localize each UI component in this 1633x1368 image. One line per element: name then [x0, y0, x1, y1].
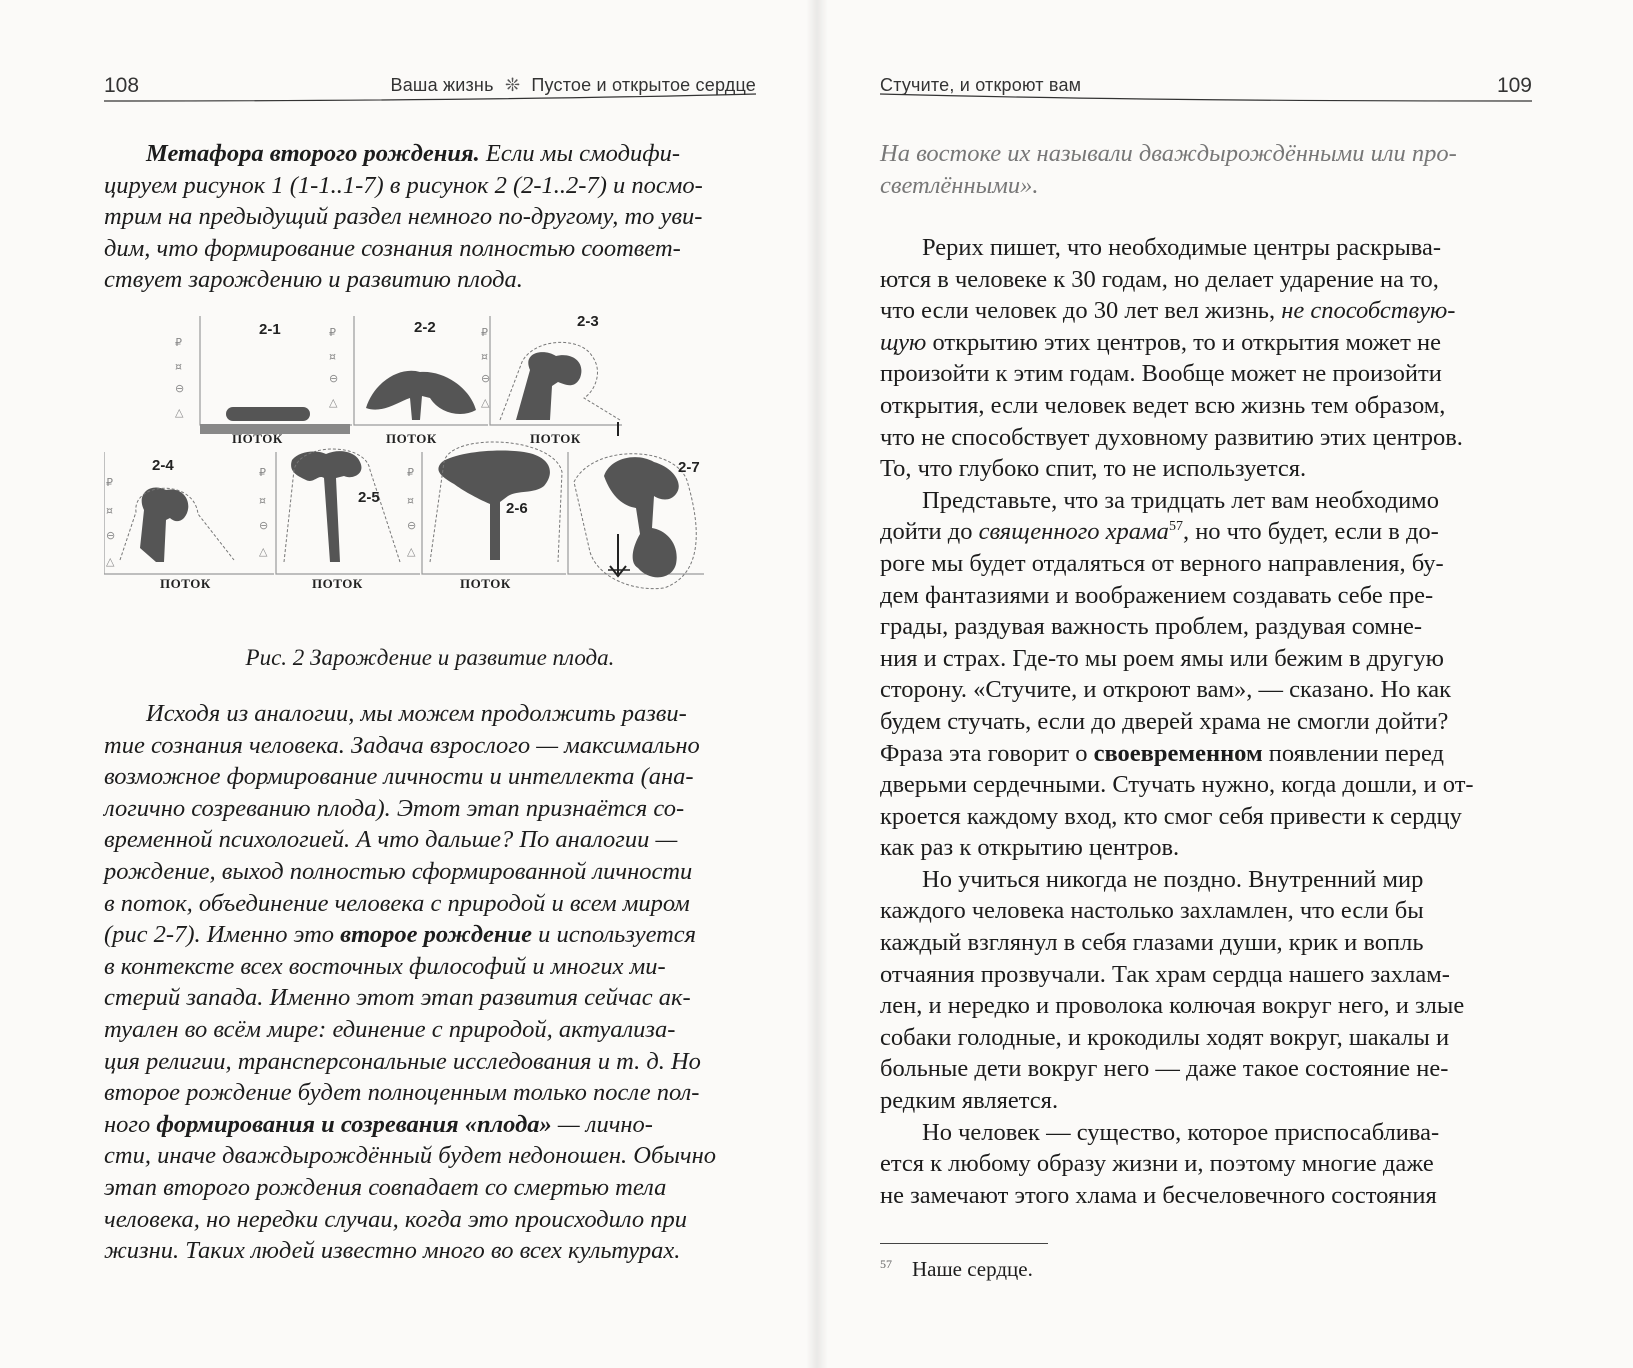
- text-line: что не способствует духовному развитию этих центров.: [880, 423, 1463, 451]
- svg-text:₽: ₽: [329, 326, 336, 339]
- text-line: человека, но нередки случаи, когда это происходило при: [104, 1205, 688, 1233]
- svg-text:¤: ¤: [175, 360, 182, 373]
- text-line: цируем рисунок 1 (1-1..1-7) в рисунок 2 (2-1..2-7) и посмо-: [104, 171, 703, 199]
- right-running-header: [880, 70, 1532, 104]
- figure-label-2-5: 2-5: [358, 489, 380, 506]
- text-line: ствует зарождению и развитию плода.: [104, 266, 523, 294]
- text-line: На востоке их называли дваждырождёнными или про-: [880, 140, 1457, 167]
- para1-bold-lead: Метафора второго рождения.: [146, 140, 480, 167]
- svg-text:¤: ¤: [481, 350, 488, 363]
- figure-label-2-1: 2-1: [259, 321, 281, 338]
- text-line: светлёнными».: [880, 171, 1039, 199]
- potok-label-row2-b: ПОТОК: [312, 576, 363, 591]
- svg-text:₽: ₽: [481, 326, 488, 339]
- svg-text:¤: ¤: [106, 504, 113, 517]
- text-line: ются в человеке к 30 годам, но делает ударение на то,: [880, 265, 1439, 293]
- potok-label-row1-c: ПОТОК: [530, 431, 581, 446]
- text-line: (рис 2-7). Именно это: [104, 921, 341, 949]
- left-running-header: [104, 70, 756, 104]
- svg-text:⊖: ⊖: [259, 519, 269, 532]
- left-para-1: [104, 138, 756, 296]
- text-line: грады, раздувая важность проблем, раздувая сомне-: [880, 613, 1423, 641]
- left-page: [0, 0, 816, 1368]
- text-line: редким является.: [880, 1087, 1059, 1115]
- svg-text:△: △: [407, 545, 416, 558]
- figure-label-2-3: 2-3: [577, 313, 599, 330]
- text-line: каждого человека настолько захламлен, что если бы: [880, 897, 1424, 925]
- right-page-number: 109: [1496, 74, 1532, 97]
- text-line: открытию этих центров, то и открытия может не: [926, 328, 1441, 356]
- text-line: открытия, если человек ведет всю жизнь тем образом,: [880, 391, 1446, 419]
- text-line: Рерих пишет, что необходимые центры раскрыва-: [922, 234, 1442, 261]
- emphasis-italic: щую: [880, 328, 927, 356]
- text-line: туален во всём мире: единение с природой, актуализа-: [104, 1015, 676, 1043]
- text-line: кроется каждому вход, кто смог себя привести к сердцу: [880, 802, 1462, 830]
- footnote: [880, 1257, 1033, 1282]
- svg-text:△: △: [259, 545, 268, 558]
- text-line: Исходя из аналогии, мы можем продолжить разви-: [146, 700, 687, 727]
- text-line: второе рождение будет полноценным только после пол-: [104, 1079, 700, 1107]
- emphasis-second-birth: второе рождение: [340, 921, 532, 949]
- text-line: жизни. Таких людей известно много во всех культурах.: [104, 1237, 681, 1265]
- text-line: ция религии, трансперсональные исследования и т. д. Но: [104, 1047, 701, 1075]
- text-line: что если человек до 30 лет вел жизнь,: [880, 297, 1282, 325]
- text-line: То, что глубоко спит, то не используется.: [880, 455, 1307, 483]
- text-line: ния и страх. Где-то мы роем ямы или бежим в другую: [880, 644, 1444, 672]
- text-line: произойти к этим годам. Вообще может не произойти: [880, 360, 1442, 388]
- text-line: роге мы будет отдаляться от верного направления, бу-: [880, 549, 1444, 577]
- header-part1: Ваша жизнь: [390, 75, 494, 95]
- emphasis-timely: своевременном: [1093, 739, 1263, 767]
- figure-label-2-6: 2-6: [506, 500, 528, 517]
- figure-label-2-7: 2-7: [678, 459, 700, 476]
- text-line: тие сознания человека. Задача взрослого — максимально: [104, 731, 700, 759]
- text-line: дем фантазиями и воображением создавать себе пре-: [880, 581, 1434, 609]
- text-line: Фраза эта говорит о: [880, 739, 1094, 767]
- text-line: ного: [104, 1110, 157, 1138]
- text-line: стерий запада. Именно этот этап развития сейчас ак-: [104, 984, 691, 1012]
- svg-text:⊖: ⊖: [329, 372, 339, 385]
- svg-text:⊖: ⊖: [481, 372, 491, 385]
- svg-text:⊖: ⊖: [407, 519, 417, 532]
- text-line: Но учиться никогда не поздно. Внутренний мир: [922, 865, 1424, 893]
- svg-text:⊖: ⊖: [106, 529, 116, 542]
- text-line: дверьми сердечными. Стучать нужно, когда дошли, и от-: [880, 771, 1474, 799]
- text-line: сторону. «Стучите, и откроют вам», — сказано. Но как: [880, 676, 1451, 704]
- text-line: , но что будет, если в до-: [1182, 518, 1439, 546]
- header-rule: [880, 92, 1532, 104]
- text-line: Представьте, что за тридцать лет вам необходимо: [922, 486, 1439, 514]
- svg-text:₽: ₽: [407, 466, 414, 479]
- ornament-icon: ❊: [504, 75, 521, 95]
- footnote-text: Наше сердце.: [912, 1257, 1033, 1281]
- text-line: не замечают этого хлама и бесчеловечного состояния: [880, 1181, 1437, 1209]
- text-line: Если мы смодифи-: [479, 140, 681, 167]
- emphasis-fruit-formation: формирования и созревания «плода»: [156, 1110, 552, 1138]
- left-para-2: [104, 698, 756, 1267]
- emphasis-sacred-temple: священного храма: [978, 518, 1169, 546]
- left-page-number: 108: [104, 74, 140, 97]
- text-line: сти, иначе дваждырождённый будет недоношен. Обычно: [104, 1142, 716, 1170]
- svg-text:△: △: [481, 396, 490, 409]
- text-line: дойти до: [880, 518, 979, 546]
- svg-text:△: △: [106, 555, 115, 568]
- right-header-title: Стучите, и откроют вам: [880, 75, 1082, 95]
- text-line: собаки голодные, и крокодилы ходят вокруг, шакалы и: [880, 1023, 1450, 1051]
- svg-text:¤: ¤: [329, 350, 336, 363]
- text-line: и используется: [531, 921, 697, 949]
- svg-text:₽: ₽: [106, 476, 113, 489]
- potok-label-row1-b: ПОТОК: [386, 431, 437, 446]
- text-line: как раз к открытию центров.: [880, 834, 1180, 862]
- header-rule: [104, 92, 756, 104]
- footnote-marker: 57: [880, 1257, 892, 1271]
- text-line: в поток, объединение человека с природой и всем миром: [104, 889, 690, 917]
- svg-text:¤: ¤: [407, 494, 414, 507]
- text-line: этап второго рождения совпадает со смертью тела: [104, 1173, 667, 1201]
- text-line: временной психологией. А что дальше? По аналогии —: [104, 826, 678, 854]
- text-line: дим, что формирование сознания полностью соответ-: [104, 234, 681, 262]
- text-line: будем стучать, если до дверей храма не смогли дойти?: [880, 707, 1449, 735]
- text-line: в контексте всех восточных философий и многих ми-: [104, 952, 666, 980]
- text-line: возможное формирование личности и интеллекта (ана-: [104, 763, 694, 791]
- svg-text:△: △: [175, 406, 184, 419]
- svg-text:¤: ¤: [259, 494, 266, 507]
- svg-text:⊖: ⊖: [175, 382, 185, 395]
- text-line: — лично-: [551, 1110, 653, 1138]
- text-line: Но человек — существо, которое приспосаблива-: [922, 1118, 1440, 1146]
- footnote-rule: [880, 1243, 1048, 1244]
- svg-text:₽: ₽: [259, 466, 266, 479]
- text-line: лен, и нередко и проволока колючая вокруг него, и злые: [880, 992, 1465, 1020]
- text-line: каждый взглянул в себя глазами души, крик и вопль: [880, 929, 1424, 957]
- text-line: трим на предыдущий раздел немного по-другому, то уви-: [104, 203, 703, 231]
- figure-label-2-4: 2-4: [152, 457, 174, 474]
- svg-text:₽: ₽: [175, 336, 182, 349]
- header-part2: Пустое и открытое сердце: [531, 75, 756, 95]
- right-page: [816, 0, 1633, 1368]
- figure-label-2-2: 2-2: [414, 319, 436, 336]
- right-para-1: [880, 232, 1532, 1211]
- emphasis-italic: не способствую-: [1281, 297, 1456, 325]
- text-line: ется к любому образу жизни и, поэтому многие даже: [880, 1150, 1434, 1178]
- text-line: логично созреванию плода). Этот этап признаётся со-: [104, 794, 685, 822]
- figure-caption: Рис. 2 Зарождение и развитие плода.: [245, 645, 615, 670]
- potok-label-row1-a: ПОТОК: [232, 431, 283, 446]
- potok-label-row2-a: ПОТОК: [160, 576, 211, 591]
- text-line: отчаяния прозвучали. Так храм сердца нашего захлам-: [880, 960, 1450, 988]
- footnote-ref[interactable]: 57: [1168, 519, 1183, 535]
- potok-label-row2-c: ПОТОК: [460, 576, 511, 591]
- right-para-continuation: [880, 138, 1532, 201]
- text-line: появлении перед: [1262, 739, 1445, 767]
- text-line: рождение, выход полностью сформированной личности: [104, 857, 693, 885]
- text-line: больные дети вокруг него — даже такое состояние не-: [880, 1055, 1449, 1083]
- svg-text:△: △: [329, 396, 338, 409]
- figure-fetus-development: [104, 312, 756, 612]
